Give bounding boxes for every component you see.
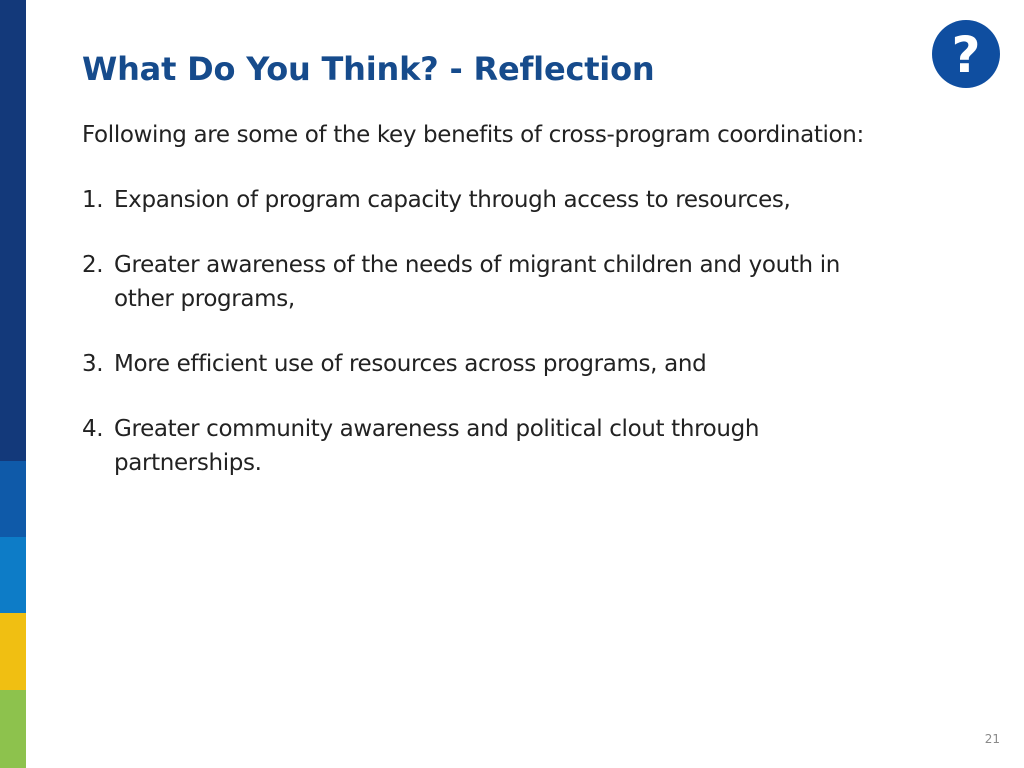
slide-body: [82, 118, 962, 511]
side-bar-segment-green: [0, 690, 26, 768]
question-mark-icon: [931, 19, 1001, 89]
slide-title: What Do You Think? - Reflection: [82, 50, 655, 88]
list-item-number: 2.: [82, 252, 104, 278]
list-item-text: Expansion of program capacity through access to resources,: [114, 187, 791, 213]
side-accent-bar: [0, 0, 26, 768]
list-item-number: 3.: [82, 351, 104, 377]
side-bar-segment-gold: [0, 613, 26, 690]
intro-text: Following are some of the key benefits of cross-program coordination:: [82, 122, 864, 148]
side-bar-segment-navy: [0, 0, 26, 461]
list-item: [82, 248, 962, 316]
question-mark-icon-graphic: [931, 19, 1001, 89]
list-item: [82, 347, 962, 381]
list-item-text: Greater community awareness and political clout through partnerships.: [114, 416, 760, 476]
benefits-list: [82, 183, 962, 480]
list-item-text: Greater awareness of the needs of migrant children and youth in other programs,: [114, 252, 840, 312]
list-item: [82, 183, 962, 217]
page-number: 21: [984, 732, 1000, 746]
list-item-text: More efficient use of resources across programs, and: [114, 351, 707, 377]
list-item: [82, 412, 962, 480]
side-bar-segment-blue: [0, 461, 26, 537]
question-mark-glyph: ?: [951, 26, 981, 84]
list-item-number: 4.: [82, 416, 104, 442]
list-item-number: 1.: [82, 187, 104, 213]
side-bar-segment-sky: [0, 537, 26, 613]
